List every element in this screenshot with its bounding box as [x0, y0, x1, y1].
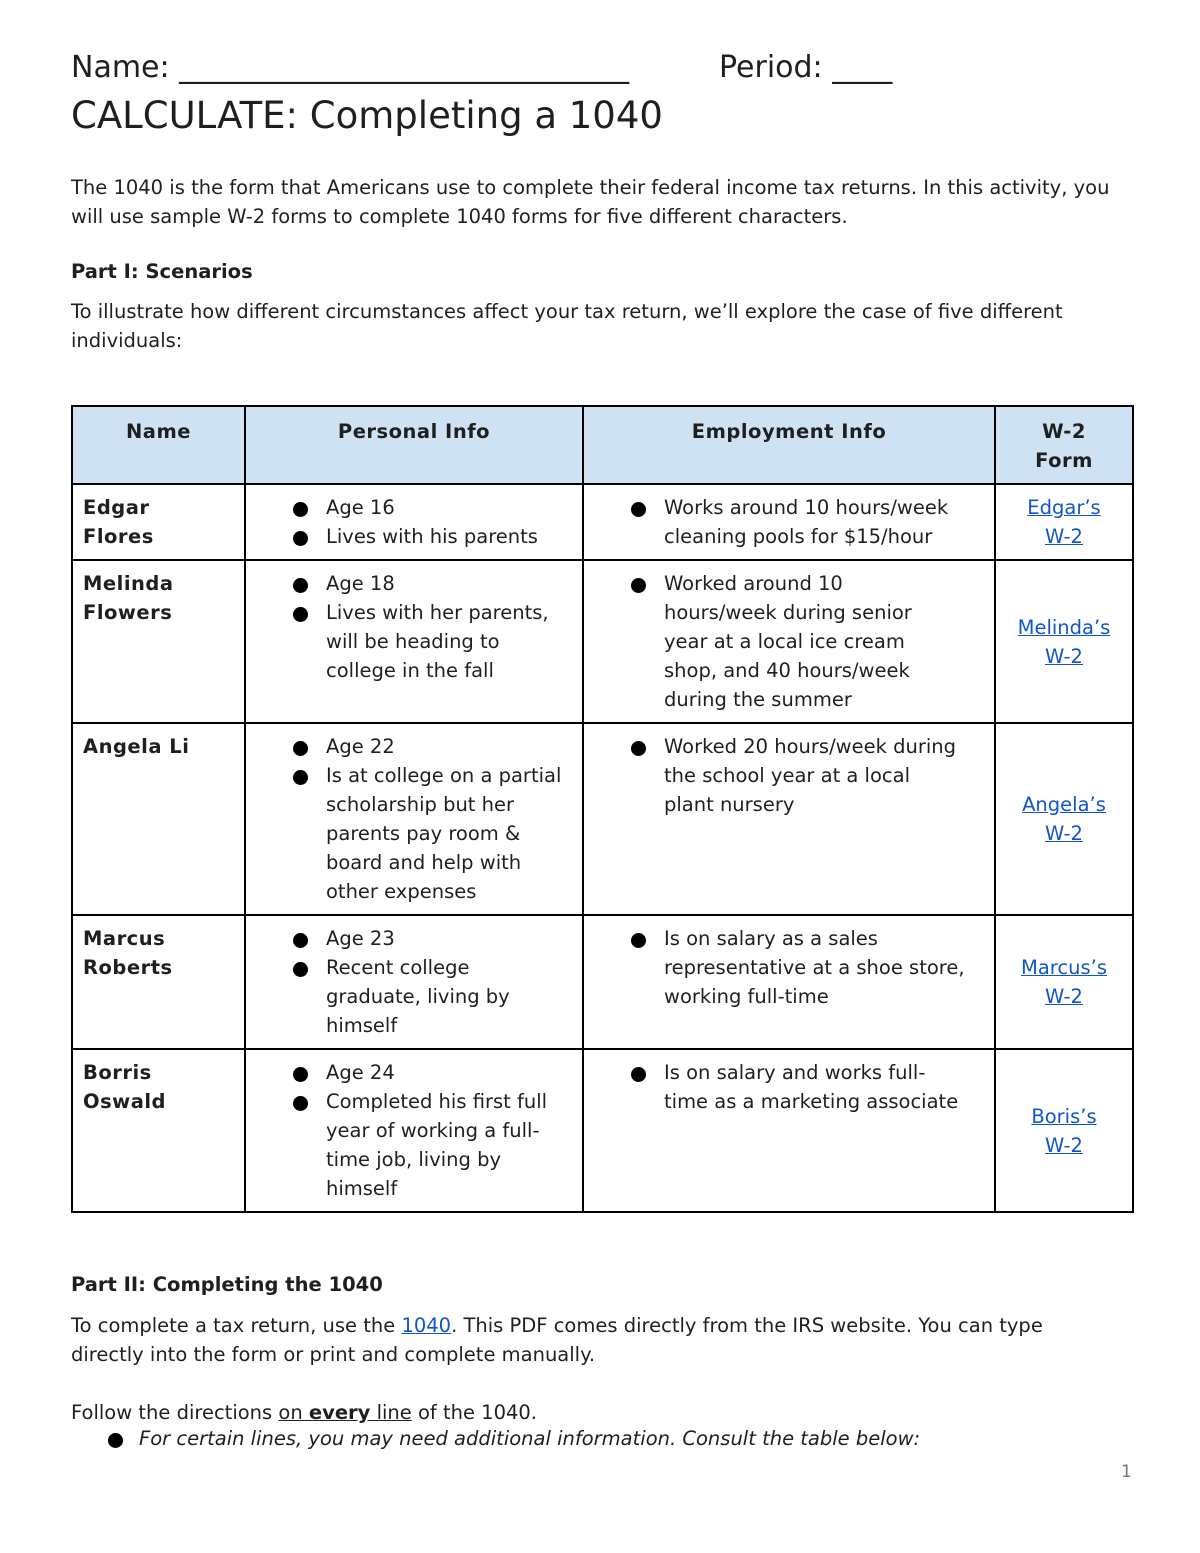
w2-link-edgar[interactable]: Edgar’s W-2	[1027, 496, 1101, 548]
row-w2-cell	[995, 560, 1133, 723]
page-title: CALCULATE: Completing a 1040	[71, 94, 663, 137]
part2-text-start: To complete a tax return, use the	[71, 1314, 402, 1337]
follow-emphasis	[278, 1401, 411, 1424]
list-item: Works around 10 hours/week cleaning pools for $15/hour	[584, 493, 994, 551]
row-w2-cell	[995, 484, 1133, 560]
list-item: Age 22	[246, 732, 582, 761]
part2-text-end: . This PDF comes directly from the IRS website. You can type directly into the form or print and complete manually.	[71, 1314, 1043, 1366]
row-employment-info	[583, 484, 995, 560]
part1-heading: Part I: Scenarios	[71, 260, 253, 283]
table-header-row	[72, 406, 1133, 484]
intro-paragraph: The 1040 is the form that Americans use to complete their federal income tax returns. In this activity, you will use sample W-2 forms to complete 1040 forms for five different characters.	[71, 176, 1110, 228]
follow-text-line: line	[370, 1401, 412, 1424]
consult-table-text: For certain lines, you may need additional information. Consult the table below:	[139, 1427, 921, 1450]
part1-text: To illustrate how different circumstances affect your tax return, we’ll explore the case of five different individuals:	[71, 300, 1063, 352]
row-employment-info	[583, 1049, 995, 1212]
table-row	[72, 560, 1133, 723]
table-row	[72, 723, 1133, 915]
row-w2-cell	[995, 915, 1133, 1049]
list-item: Age 24	[246, 1058, 582, 1087]
header-name: Name	[72, 406, 245, 484]
w2-link-boris[interactable]: Boris’s W-2	[1031, 1104, 1097, 1157]
header-w2-form: W-2 Form	[995, 406, 1133, 484]
header-employment-info: Employment Info	[583, 406, 995, 484]
list-item: Is at college on a partial scholarship but her parents pay room & board and help with other expenses	[246, 761, 582, 906]
table-row	[72, 915, 1133, 1049]
period-field-line[interactable]	[719, 50, 892, 85]
row-name: Borris Oswald	[72, 1049, 245, 1212]
row-personal-info	[245, 484, 583, 560]
row-name: Melinda Flowers	[72, 560, 245, 723]
name-label: Name:	[71, 50, 170, 85]
list-item: Lives with her parents, will be heading to college in the fall	[246, 598, 582, 685]
list-item: Recent college graduate, living by himself	[246, 953, 582, 1040]
list-item: Age 18	[246, 569, 582, 598]
page-number: 1	[1121, 1462, 1132, 1482]
row-employment-info	[583, 915, 995, 1049]
header-personal-info: Personal Info	[245, 406, 583, 484]
follow-text-a: Follow the directions	[71, 1401, 279, 1424]
list-item: Completed his first full year of working a full-time job, living by himself	[246, 1087, 582, 1203]
row-personal-info	[245, 723, 583, 915]
list-item: Age 23	[246, 924, 582, 953]
follow-directions-text	[71, 1398, 1111, 1427]
row-personal-info	[245, 1049, 583, 1212]
list-item: Worked around 10 hours/week during senior year at a local ice cream shop, and 40 hours/week during the summer	[584, 569, 994, 714]
list-item: Age 16	[246, 493, 582, 522]
name-field-line[interactable]	[71, 50, 629, 85]
follow-text-every: every	[308, 1401, 371, 1424]
w2-link-melinda[interactable]: Melinda’s W-2	[1017, 615, 1111, 668]
consult-table-bullet	[111, 1427, 920, 1450]
row-name: Angela Li	[72, 723, 245, 915]
name-blank[interactable]: ______________________________	[179, 50, 630, 85]
period-label: Period:	[719, 50, 823, 85]
form-1040-link[interactable]: 1040	[401, 1314, 452, 1337]
follow-text-b: on	[278, 1401, 309, 1424]
row-name: Marcus Roberts	[72, 915, 245, 1049]
period-blank[interactable]: ____	[832, 50, 893, 85]
part2-text	[71, 1311, 1111, 1369]
table-row	[72, 1049, 1133, 1212]
row-name: Edgar Flores	[72, 484, 245, 560]
w2-link-marcus[interactable]: Marcus’s W-2	[1021, 956, 1107, 1008]
table-row	[72, 484, 1133, 560]
row-personal-info	[245, 915, 583, 1049]
scenarios-table	[71, 405, 1134, 1213]
list-item: Lives with his parents	[246, 522, 582, 551]
row-w2-cell	[995, 723, 1133, 915]
part2-heading: Part II: Completing the 1040	[71, 1273, 383, 1296]
row-employment-info	[583, 723, 995, 915]
row-w2-cell	[995, 1049, 1133, 1212]
list-item: Is on salary as a sales representative at a shoe store, working full-time	[584, 924, 994, 1011]
w2-link-angela[interactable]: Angela’s W-2	[1022, 793, 1106, 845]
follow-text-end: of the 1040.	[411, 1401, 537, 1424]
list-item: Worked 20 hours/week during the school year at a local plant nursery	[584, 732, 994, 819]
row-personal-info	[245, 560, 583, 723]
list-item: Is on salary and works full-time as a marketing associate	[584, 1058, 994, 1116]
row-employment-info	[583, 560, 995, 723]
